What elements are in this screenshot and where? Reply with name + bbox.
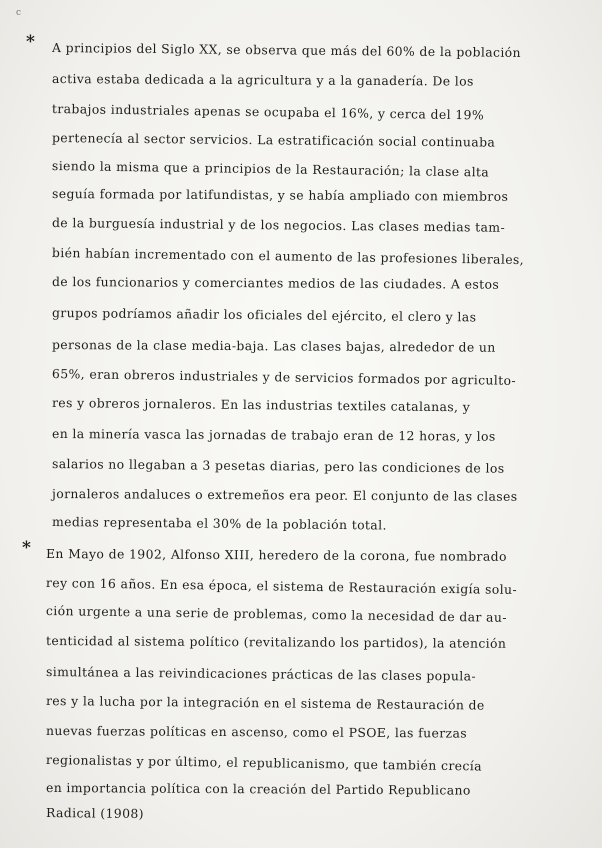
text-line: pertenecía al sector servicios. La estratificación social continuaba <box>51 130 496 150</box>
text-line: activa estaba dedicada a la agricultura y a la ganadería. De los <box>51 71 474 89</box>
text-line: siendo la misma que a principios de la Restauración; la clase alta <box>51 158 490 180</box>
text-line: jornaleros andaluces o extremeños era peor. El conjunto de las clases <box>51 486 518 504</box>
text-line: res y la lucha por la integración en el sistema de Restauración de <box>45 693 485 713</box>
text-line: de los funcionarios y comerciantes medios de las ciudades. A estos <box>51 274 500 292</box>
text-line: medias representaba el 30% de la población total. <box>51 514 387 533</box>
margin-mark: c <box>16 8 22 18</box>
text-line: En Mayo de 1902, Alfonso XIII, heredero de la corona, fue nombrado <box>45 546 507 564</box>
text-line: res y obreros jornaleros. En las industrias textiles catalanas, y <box>51 395 471 415</box>
text-line: Radical (1908) <box>45 805 145 822</box>
text-line: regionalistas y por último, el republicanismo, que también crecía <box>45 752 483 774</box>
asterisk-bullet: * <box>22 538 31 558</box>
text-line: salarios no llegaban a 3 pesetas diarias, pero las condiciones de los <box>51 456 505 476</box>
text-line: bién habían incrementado con el aumento de las profesiones liberales, <box>51 245 525 268</box>
text-line: seguía formada por latifundistas, y se había ampliado con miembros <box>51 186 509 204</box>
text-line: rey con 16 años. En esa época, el sistema de Restauración exigía solu- <box>45 575 518 597</box>
text-line: 65%, eran obreros industriales y de servicios formados por agriculto- <box>51 366 517 388</box>
text-line: en la minería vasca las jornadas de trabajo eran de 12 horas, y los <box>51 426 496 444</box>
text-line: tenticidad al sistema político (revitalizando los partidos), la atención <box>45 633 507 651</box>
asterisk-bullet: * <box>26 32 35 52</box>
text-line: ción urgente a una serie de problemas, como la necesidad de dar au- <box>45 603 507 625</box>
text-line: en importancia política con la creación del Partido Republicano <box>45 780 471 798</box>
text-line: nuevas fuerzas políticas en ascenso, como el PSOE, las fuerzas <box>45 723 468 741</box>
text-line: de la burguesía industrial y de los negocios. Las clases medias tam- <box>51 215 506 235</box>
text-line: simultánea a las reivindicaciones prácticas de las clases popula- <box>45 664 477 684</box>
text-line: personas de la clase media-baja. Las clases bajas, alrededor de un <box>51 337 496 355</box>
text-line: A principios del Siglo XX, se observa que más del 60% de la población <box>51 40 522 60</box>
text-line: trabajos industriales apenas se ocupaba el 16%, y cerca del 19% <box>51 101 485 123</box>
text-line: grupos podríamos añadir los oficiales del ejército, el clero y las <box>51 305 477 325</box>
